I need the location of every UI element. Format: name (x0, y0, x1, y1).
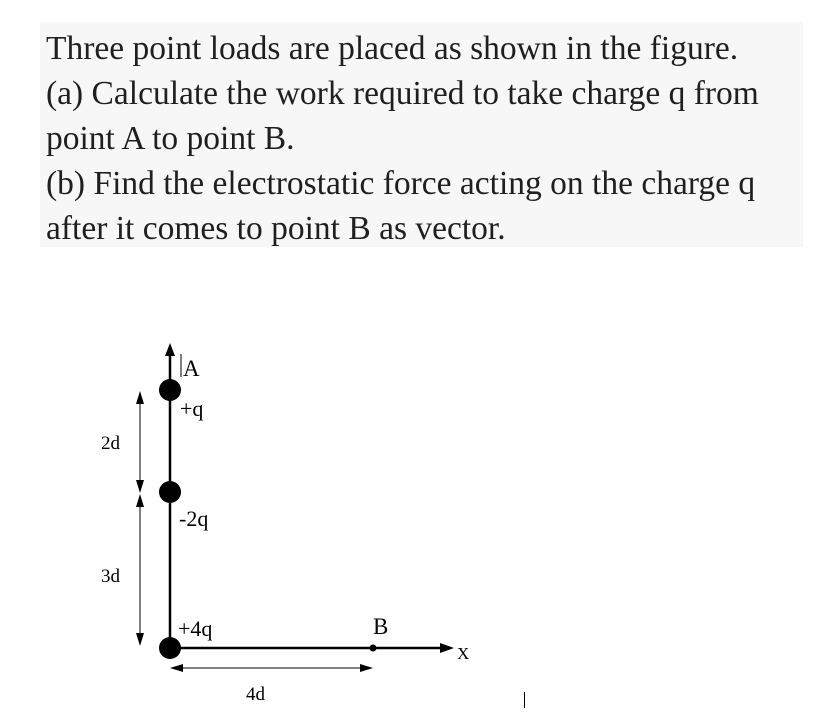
point-b-label: B (373, 614, 389, 639)
dim-upper-arrow-bottom (136, 480, 144, 493)
problem-line-5: after it comes to point B as vector. (46, 210, 506, 247)
problem-line-4: (b) Find the electrostatic force acting on the charge q (46, 165, 756, 202)
dim-lower-arrow-top (136, 494, 144, 507)
dim-lower-label: 3d (101, 566, 120, 587)
text-cursor (524, 692, 525, 708)
problem-line-3: point A to point B. (46, 120, 295, 157)
charge-middle-label: -2q (179, 506, 209, 531)
problem-line-1: Three point loads are placed as shown in the figure. (46, 30, 739, 67)
point-b-marker (370, 645, 377, 652)
dim-horizontal-arrow-right (360, 664, 373, 672)
dim-horizontal-arrow-left (170, 664, 183, 672)
point-a-label: A (183, 356, 200, 381)
dim-upper-label: 2d (101, 433, 120, 454)
y-axis-arrow (165, 343, 175, 356)
charge-bottom-label: +4q (178, 616, 213, 641)
problem-line-2: (a) Calculate the work required to take charge q from (46, 75, 759, 112)
x-axis-label: X (457, 644, 470, 663)
charge-top-label: +q (180, 396, 204, 421)
charge-middle (159, 481, 181, 503)
x-axis-arrow (440, 643, 454, 653)
dim-lower-arrow-bottom (136, 633, 144, 646)
dim-horizontal-label: 4d (246, 684, 265, 705)
charge-top (159, 379, 181, 401)
dim-upper-arrow-top (136, 391, 144, 404)
